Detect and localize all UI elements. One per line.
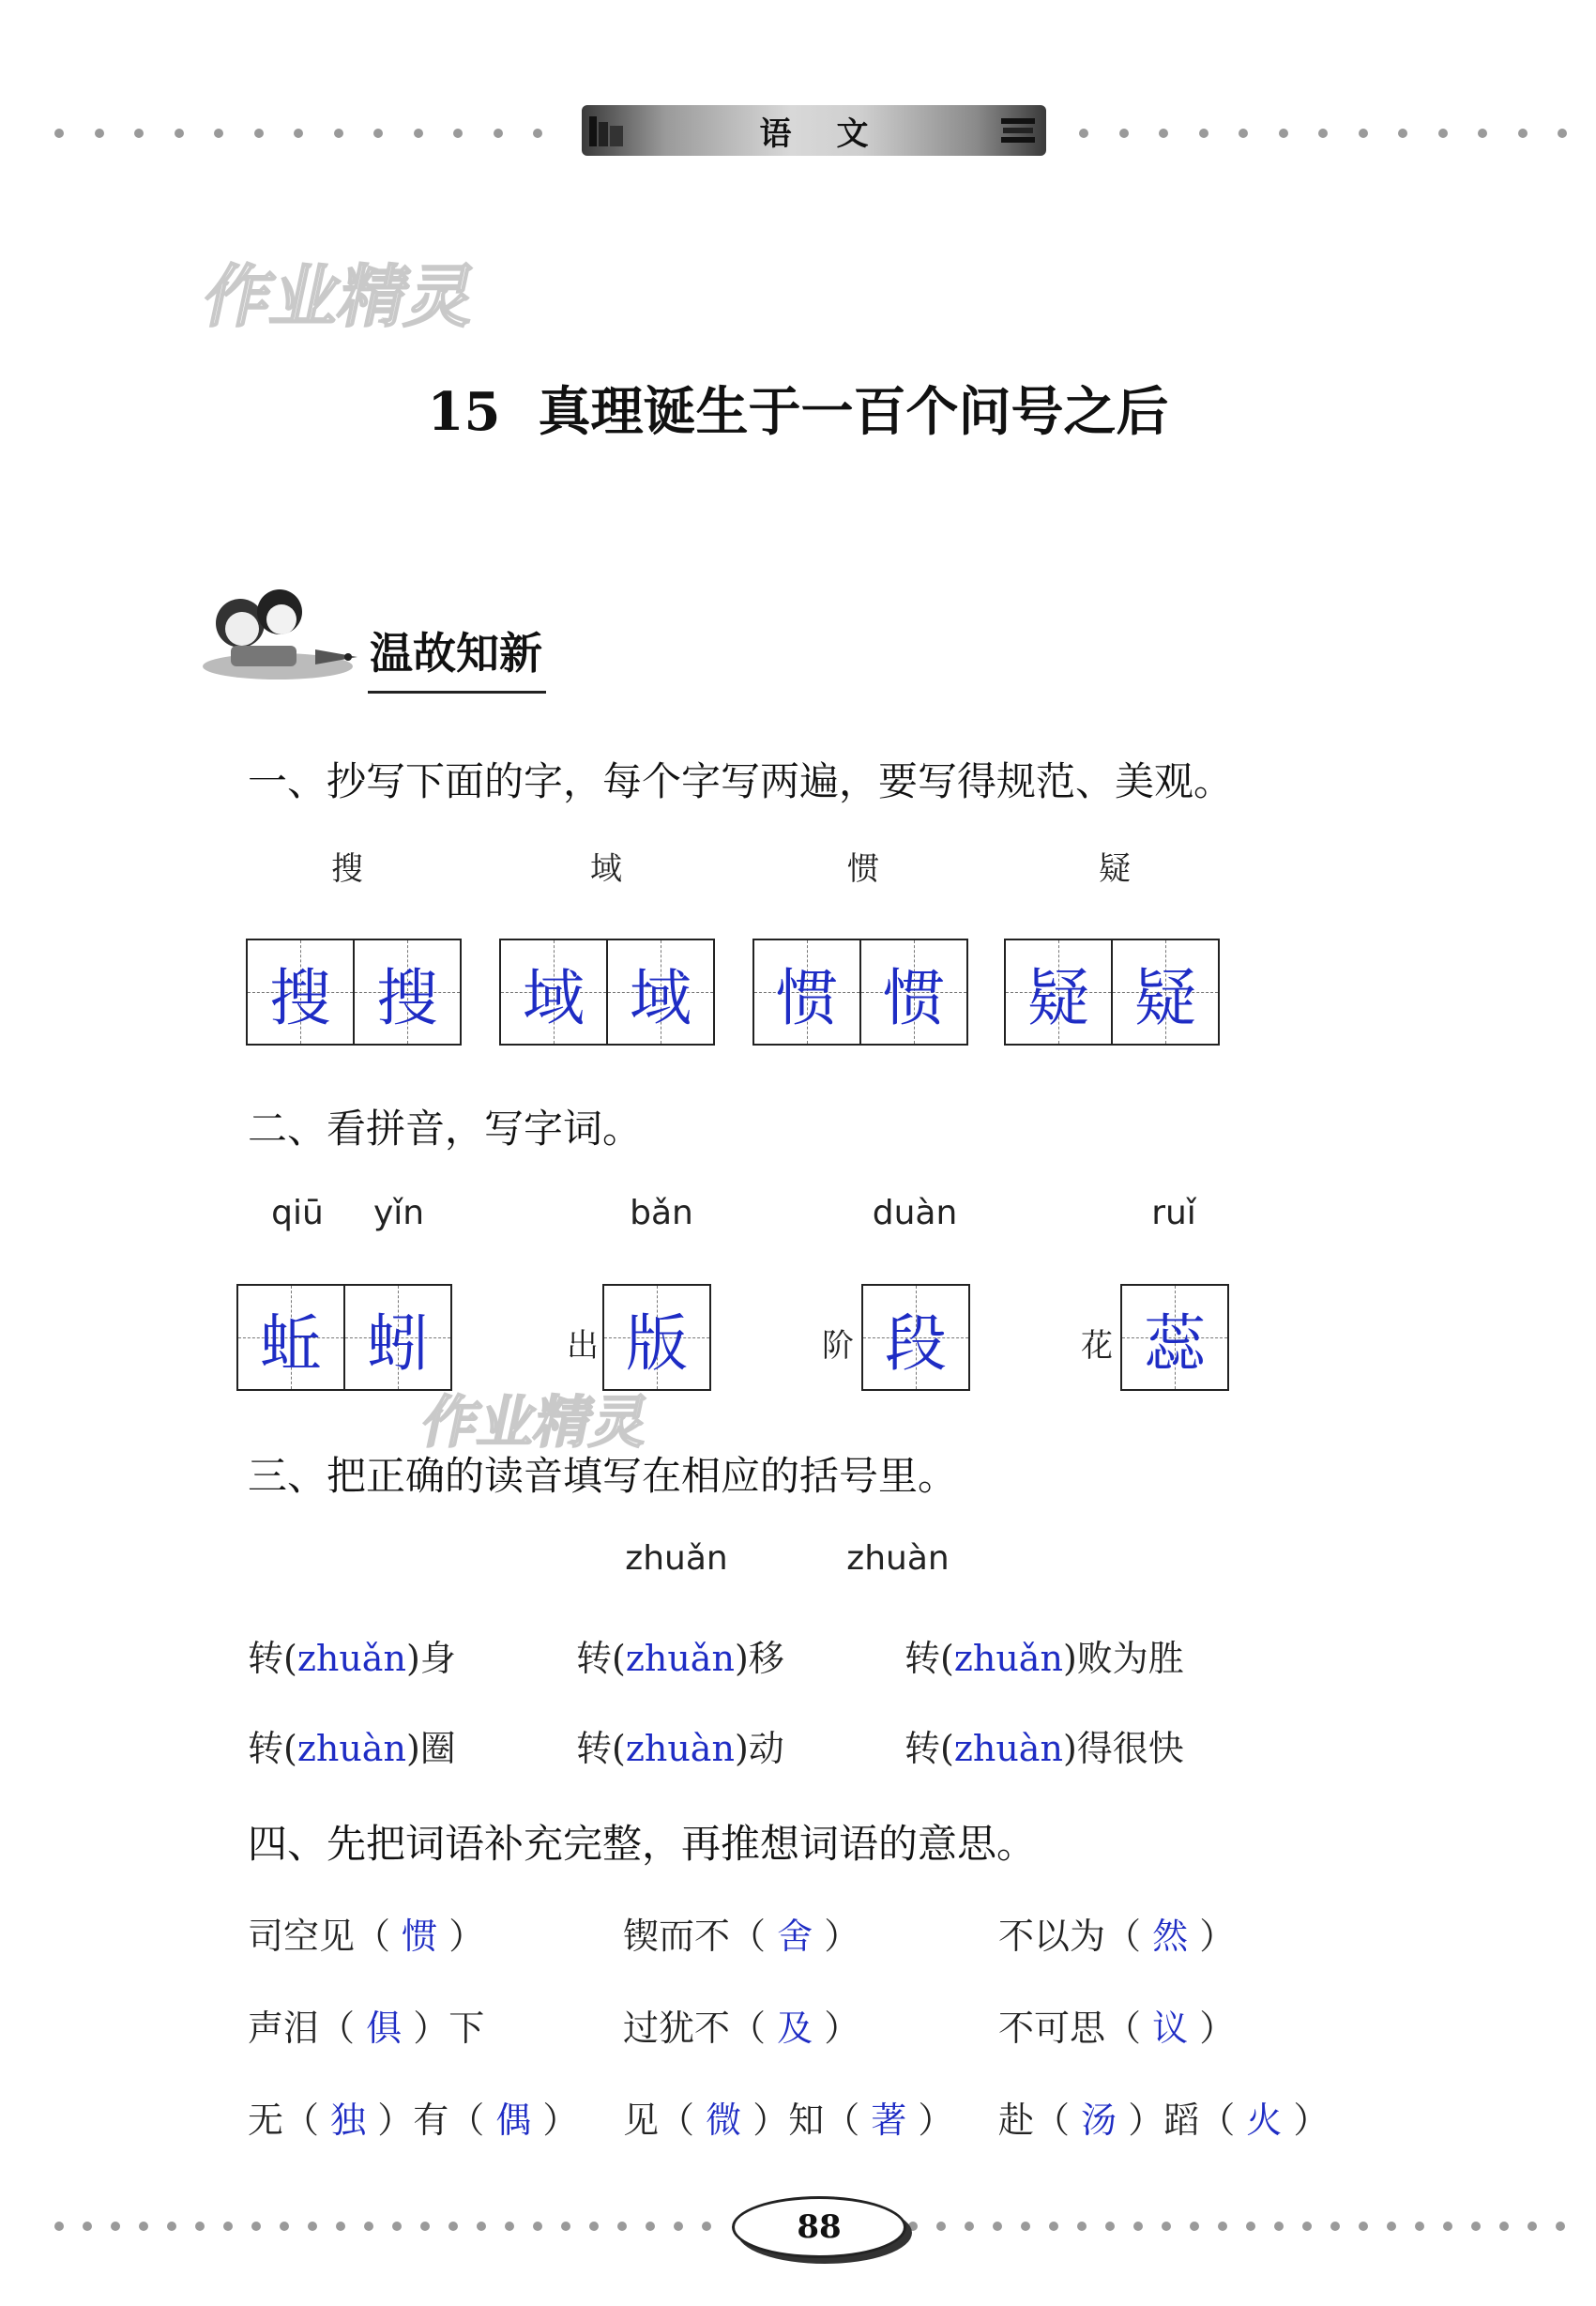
pinyin-option: zhuǎn <box>625 1539 728 1578</box>
grid-cell[interactable] <box>606 940 713 1044</box>
answer-text: zhuàn <box>625 1728 735 1769</box>
answer-char: 域 <box>523 961 585 1034</box>
grid-cell[interactable] <box>863 1286 968 1389</box>
item-text: ） <box>1282 2100 1330 2141</box>
header-dots-left <box>54 128 542 139</box>
item-text: 赴（ <box>998 2100 1082 2141</box>
q3-item <box>904 1629 1184 1681</box>
item-text: ） <box>813 2008 860 2049</box>
item-pre: 转( <box>248 1638 297 1679</box>
q1-prompt: 一、抄写下面的字，每个字写两遍，要写得规范、美观。 <box>248 758 1234 804</box>
answer-char: 惯 <box>883 961 945 1034</box>
q2-writing-grid <box>1120 1284 1229 1391</box>
item-text: 司空见（ <box>248 1916 403 1957</box>
watermark-top: 作业精灵 <box>196 257 484 336</box>
q1-writing-grid <box>499 939 715 1046</box>
grid-cell[interactable] <box>1122 1286 1227 1389</box>
header-dots-right <box>1079 128 1567 139</box>
item-text: ） <box>813 1916 860 1957</box>
watermark-middle: 作业精灵 <box>416 1390 656 1456</box>
answer-char: 舍 <box>777 1916 813 1957</box>
item-pre: 转( <box>904 1728 954 1769</box>
q2-writing-grid <box>602 1284 711 1391</box>
answer-char: 汤 <box>1081 2100 1117 2141</box>
grid-cell[interactable] <box>248 940 353 1044</box>
grid-cell[interactable] <box>1006 940 1111 1044</box>
answer-char: 蚓 <box>367 1306 429 1380</box>
q4-item <box>248 1907 484 1959</box>
grid-cell[interactable] <box>859 940 966 1044</box>
footer-dots-left <box>54 2221 711 2232</box>
q1-model-char: 域 <box>590 850 622 888</box>
answer-char: 疑 <box>1027 961 1089 1034</box>
subject-banner <box>582 105 1046 156</box>
item-text: ）知（ <box>741 2100 872 2141</box>
q3-item <box>576 1719 784 1771</box>
q4-item <box>248 2091 578 2143</box>
answer-char: 及 <box>777 2008 813 2049</box>
item-text: ） <box>437 1916 485 1957</box>
lesson-title <box>0 371 1596 446</box>
pinyin-option: zhuàn <box>846 1539 950 1578</box>
grid-cell[interactable] <box>343 1286 450 1389</box>
q2-writing-grid <box>861 1284 970 1391</box>
q3-item <box>576 1629 784 1681</box>
pinyin-label: ruǐ <box>1151 1194 1196 1232</box>
item-post: )移 <box>734 1638 784 1679</box>
q1-model-char: 惯 <box>847 850 879 888</box>
answer-char: 俱 <box>366 2008 403 2049</box>
q2-writing-grid <box>236 1284 452 1391</box>
item-pre: 转( <box>576 1638 626 1679</box>
item-text: ） <box>1188 1916 1236 1957</box>
answer-char: 段 <box>885 1306 947 1380</box>
answer-char: 火 <box>1246 2100 1283 2141</box>
answer-char: 议 <box>1152 2008 1189 2049</box>
item-pre: 转( <box>248 1728 297 1769</box>
answer-char: 疑 <box>1134 961 1196 1034</box>
answer-char: 版 <box>626 1306 688 1380</box>
q4-item <box>623 1999 859 2051</box>
lesson-name: 真理诞生于一百个问号之后 <box>538 381 1169 443</box>
item-text: 声泪（ <box>248 2008 367 2049</box>
grid-cell[interactable] <box>604 1286 709 1389</box>
answer-text: zhuǎn <box>625 1638 735 1679</box>
q1-model-char: 搜 <box>331 850 363 888</box>
kids-reading-icon <box>175 584 362 687</box>
book-stack-icon <box>999 113 1037 148</box>
answer-text: zhuǎn <box>953 1638 1063 1679</box>
item-text: ）下 <box>402 2008 485 2049</box>
answer-char: 独 <box>330 2100 367 2141</box>
answer-char: 然 <box>1152 1916 1189 1957</box>
item-post: )败为胜 <box>1062 1638 1184 1679</box>
answer-text: zhuǎn <box>296 1638 406 1679</box>
item-text: 过犹不（ <box>623 2008 778 2049</box>
q3-item <box>248 1719 456 1771</box>
q3-item <box>904 1719 1184 1771</box>
q3-prompt: 三、把正确的读音填写在相应的括号里。 <box>248 1453 958 1499</box>
answer-char: 惯 <box>402 1916 438 1957</box>
q4-item <box>998 1907 1235 1959</box>
item-text: ） <box>906 2100 954 2141</box>
lesson-number: 15 <box>427 381 501 443</box>
word-prefix: 花 <box>1081 1327 1113 1365</box>
q4-item <box>623 2091 953 2143</box>
item-text: 不以为（ <box>998 1916 1153 1957</box>
subject-label: 语文 <box>759 115 914 153</box>
answer-char: 微 <box>706 2100 742 2141</box>
q2-prompt: 二、看拼音，写字词。 <box>248 1106 643 1152</box>
page-number: 88 <box>732 2196 906 2258</box>
footer-dots-right <box>908 2221 1565 2232</box>
item-text: 无（ <box>248 2100 331 2141</box>
item-text: 不可思（ <box>998 2008 1153 2049</box>
q1-writing-grid <box>752 939 968 1046</box>
q1-writing-grid <box>246 939 462 1046</box>
answer-char: 域 <box>630 961 692 1034</box>
item-post: )动 <box>734 1728 784 1769</box>
answer-char: 搜 <box>269 961 331 1034</box>
item-pre: 转( <box>576 1728 626 1769</box>
answer-char: 著 <box>871 2100 907 2141</box>
grid-cell[interactable] <box>353 940 460 1044</box>
item-post: )圈 <box>405 1728 456 1769</box>
grid-cell[interactable] <box>238 1286 343 1389</box>
item-text: ）蹈（ <box>1117 2100 1247 2141</box>
q1-model-char: 疑 <box>1099 850 1131 888</box>
item-post: )得很快 <box>1062 1728 1184 1769</box>
q4-item <box>998 2091 1329 2143</box>
word-prefix: 出 <box>567 1327 599 1365</box>
word-prefix: 阶 <box>822 1327 854 1365</box>
item-text: ）有（ <box>366 2100 496 2141</box>
books-icon <box>587 113 625 148</box>
q1-writing-grid <box>1004 939 1220 1046</box>
pinyin-label: qiū <box>271 1194 324 1232</box>
answer-text: zhuàn <box>953 1728 1063 1769</box>
q3-item <box>248 1629 456 1681</box>
item-text: 见（ <box>623 2100 707 2141</box>
section-label: 温故知新 <box>368 619 546 694</box>
answer-char: 搜 <box>376 961 438 1034</box>
q4-item <box>998 1999 1235 2051</box>
pinyin-label: bǎn <box>630 1194 693 1232</box>
q4-item <box>248 1999 484 2051</box>
pinyin-label: duàn <box>872 1194 958 1232</box>
answer-char: 蚯 <box>260 1306 322 1380</box>
pinyin-label: yǐn <box>372 1194 425 1232</box>
item-text: ） <box>531 2100 579 2141</box>
grid-cell[interactable] <box>1111 940 1218 1044</box>
item-text: 锲而不（ <box>623 1916 778 1957</box>
answer-char: 偶 <box>495 2100 532 2141</box>
item-pre: 转( <box>904 1638 954 1679</box>
grid-cell[interactable] <box>501 940 606 1044</box>
answer-char: 蕊 <box>1144 1306 1206 1380</box>
item-post: )身 <box>405 1638 456 1679</box>
answer-char: 惯 <box>776 961 838 1034</box>
item-text: ） <box>1188 2008 1236 2049</box>
answer-text: zhuàn <box>296 1728 406 1769</box>
q4-item <box>623 1907 859 1959</box>
grid-cell[interactable] <box>754 940 859 1044</box>
q4-prompt: 四、先把词语补充完整，再推想词语的意思。 <box>248 1821 1037 1867</box>
